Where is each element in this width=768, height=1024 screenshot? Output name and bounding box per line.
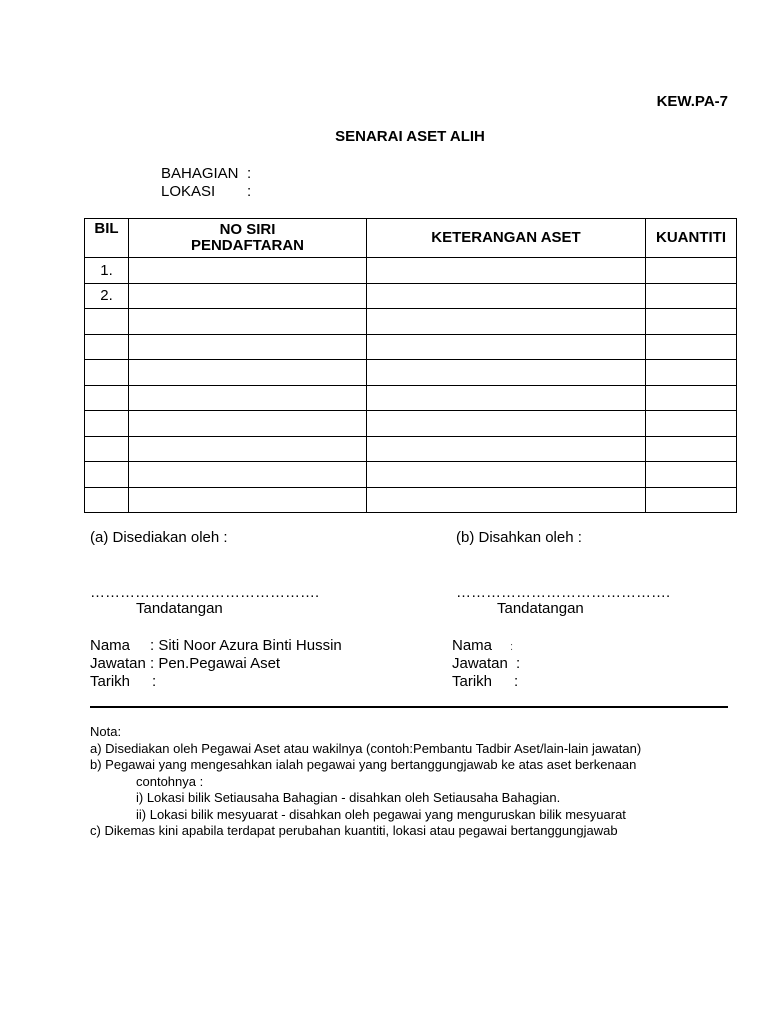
cell-bil — [85, 309, 129, 335]
cell-kuantiti — [646, 385, 737, 411]
table-row — [85, 411, 737, 437]
cell-kuantiti — [646, 360, 737, 386]
header-no-siri-line1: NO SIRI — [219, 221, 276, 238]
prepared-nama-row — [90, 637, 342, 655]
prepared-heading: (a) Disediakan oleh : — [90, 529, 228, 546]
cell-keterangan — [367, 258, 646, 284]
bahagian-label: BAHAGIAN — [161, 165, 239, 182]
approved-nama-value: : — [510, 641, 514, 653]
cell-bil — [85, 385, 129, 411]
table-row — [85, 258, 737, 284]
table-row — [85, 360, 737, 386]
cell-kuantiti — [646, 309, 737, 335]
lokasi-colon: : — [247, 183, 252, 200]
table-row — [85, 334, 737, 360]
note-b: b) Pegawai yang mengesahkan ialah pegawai yang bertanggungjawab ke atas aset berkenaan — [90, 757, 637, 772]
cell-no-siri — [129, 462, 367, 488]
prepared-nama-value: : Siti Noor Azura Binti Hussin — [150, 637, 342, 654]
table-row — [85, 487, 737, 513]
approved-heading: (b) Disahkan oleh : — [456, 529, 582, 546]
cell-bil — [85, 487, 129, 513]
prepared-tarikh-label: Tarikh — [90, 673, 131, 690]
approved-tarikh-row — [452, 673, 518, 691]
lokasi-label: LOKASI — [161, 183, 216, 200]
cell-no-siri — [129, 283, 367, 309]
table-header-row — [85, 219, 737, 258]
cell-no-siri — [129, 411, 367, 437]
table-row — [85, 436, 737, 462]
cell-no-siri — [129, 309, 367, 335]
note-b-ii: ii) Lokasi bilik mesyuarat - disahkan oleh pegawai yang menguruskan bilik mesyuarat — [136, 806, 626, 822]
cell-no-siri — [129, 334, 367, 360]
approved-tarikh-value: : — [514, 673, 519, 690]
approved-nama-row — [452, 637, 513, 656]
prepared-jawatan-value: : Pen.Pegawai Aset — [150, 655, 281, 672]
cell-keterangan — [367, 487, 646, 513]
header-keterangan: KETERANGAN ASET — [367, 219, 646, 258]
header-kuantiti: KUANTITI — [646, 219, 737, 258]
table-row — [85, 462, 737, 488]
cell-kuantiti — [646, 436, 737, 462]
approved-tarikh-label: Tarikh — [452, 673, 493, 690]
cell-kuantiti — [646, 462, 737, 488]
cell-no-siri — [129, 360, 367, 386]
prepared-tarikh-row — [90, 673, 156, 691]
prepared-jawatan-row — [90, 655, 280, 673]
approved-jawatan-value: : — [516, 655, 521, 672]
cell-keterangan — [367, 385, 646, 411]
prepared-tarikh-value: : — [152, 673, 157, 690]
table-row — [85, 283, 737, 309]
cell-keterangan — [367, 436, 646, 462]
note-b-i: i) Lokasi bilik Setiausaha Bahagian - disahkan oleh Setiausaha Bahagian. — [136, 790, 561, 805]
cell-keterangan — [367, 309, 646, 335]
approved-signature-line: ……………………………………. — [456, 584, 671, 601]
cell-kuantiti — [646, 411, 737, 437]
asset-table — [84, 218, 737, 513]
table-row — [85, 309, 737, 335]
bahagian-colon: : — [247, 165, 252, 182]
bahagian-row — [161, 165, 251, 182]
cell-keterangan — [367, 334, 646, 360]
cell-keterangan — [367, 283, 646, 309]
cell-bil — [85, 436, 129, 462]
cell-bil — [85, 462, 129, 488]
note-b-continuation: contohnya : — [136, 773, 204, 789]
cell-bil — [85, 411, 129, 437]
page-title: SENARAI ASET ALIH — [335, 128, 485, 145]
cell-kuantiti — [646, 258, 737, 284]
header-bil: BIL — [85, 219, 129, 258]
cell-bil — [85, 334, 129, 360]
notes-section — [90, 724, 750, 840]
cell-bil — [85, 360, 129, 386]
cell-no-siri — [129, 385, 367, 411]
note-a: a) Disediakan oleh Pegawai Aset atau wakilnya (contoh:Pembantu Tadbir Aset/lain-lain jawatan) — [90, 740, 642, 756]
header-no-siri-line2: PENDAFTARAN — [190, 237, 305, 254]
approved-jawatan-label: Jawatan — [452, 655, 508, 672]
approved-jawatan-row — [452, 655, 520, 673]
prepared-nama-label: Nama — [90, 637, 131, 654]
table-row — [85, 385, 737, 411]
prepared-signature-line: ………………………………………. — [90, 584, 320, 601]
notes-heading: Nota: — [90, 724, 122, 739]
approved-signature-label: Tandatangan — [497, 600, 584, 617]
approved-nama-label: Nama — [452, 637, 493, 654]
cell-kuantiti — [646, 334, 737, 360]
cell-keterangan — [367, 462, 646, 488]
prepared-signature-label: Tandatangan — [136, 600, 223, 617]
cell-bil: 2. — [85, 283, 129, 309]
prepared-jawatan-label: Jawatan — [90, 655, 146, 672]
cell-no-siri — [129, 436, 367, 462]
lokasi-row — [161, 183, 251, 200]
note-c: c) Dikemas kini apabila terdapat perubahan kuantiti, lokasi atau pegawai bertanggungjawab — [90, 823, 618, 838]
cell-keterangan — [367, 360, 646, 386]
cell-kuantiti — [646, 487, 737, 513]
cell-kuantiti — [646, 283, 737, 309]
cell-no-siri — [129, 258, 367, 284]
form-code: KEW.PA-7 — [656, 93, 728, 110]
section-divider — [90, 706, 728, 708]
cell-keterangan — [367, 411, 646, 437]
cell-bil: 1. — [85, 258, 129, 284]
cell-no-siri — [129, 487, 367, 513]
header-no-siri — [129, 219, 367, 258]
